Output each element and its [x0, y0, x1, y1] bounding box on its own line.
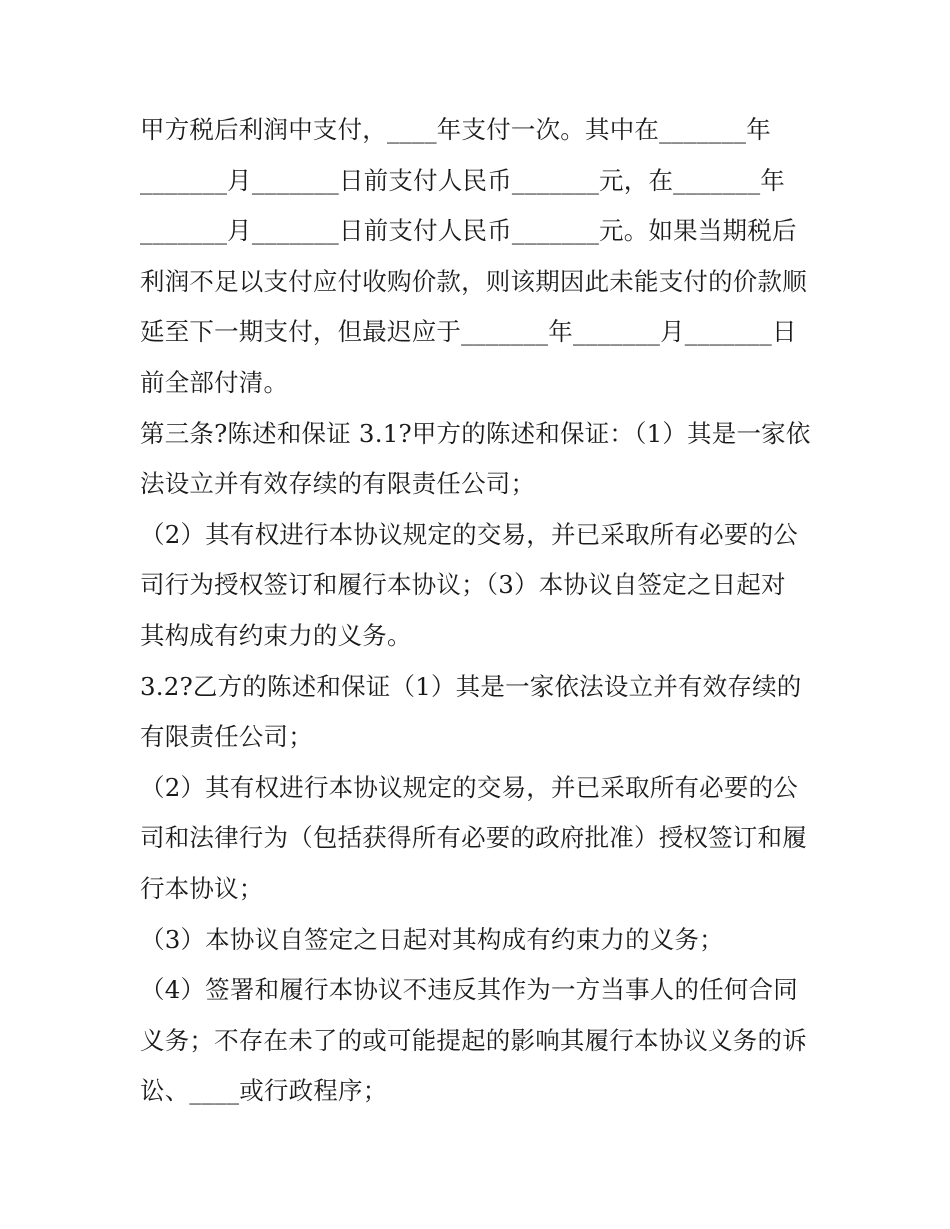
text-line: 行本协议； [140, 873, 264, 903]
text-line: （4）签署和履行本协议不违反其作为一方当事人的任何合同 [140, 975, 798, 1005]
section-heading-line: 3.2?乙方的陈述和保证（1）其是一家依法设立并有效存续的 [140, 671, 802, 701]
article-heading-line: 第三条?陈述和保证 3.1?甲方的陈述和保证：（1）其是一家依 [140, 418, 811, 448]
text-line: 甲方税后利润中支付，____年支付一次。其中在_______年 [140, 115, 771, 144]
text-line: 司和法律行为（包括获得所有必要的政府批准）授权签订和履 [140, 823, 807, 853]
text-line: 利润不足以支付应付收购价款，则该期因此未能支付的价款顺 [140, 266, 807, 296]
text-line: 有限责任公司； [140, 722, 313, 752]
text-line: （2）其有权进行本协议规定的交易，并已采取所有必要的公 [140, 772, 798, 802]
text-line: 司行为授权签订和履行本协议；（3）本协议自签定之日起对 [140, 570, 786, 600]
text-line: （2）其有权进行本协议规定的交易，并已采取所有必要的公 [140, 519, 798, 549]
text-line: 前全部付清。 [140, 367, 289, 397]
text-line: 法设立并有效存续的有限责任公司； [140, 469, 536, 499]
text-line: 延至下一期支付，但最迟应于_______年_______月_______日 [140, 317, 797, 347]
text-line: _______月_______日前支付人民币_______元。如果当期税后 [140, 216, 797, 246]
text-line: （3）本协议自签定之日起对其构成有约束力的义务； [140, 924, 724, 954]
text-line: 义务；不存在未了的或可能提起的影响其履行本协议义务的诉 [140, 1025, 807, 1055]
text-line: _______月_______日前支付人民币_______元，在_______年 [140, 165, 785, 195]
text-line: 讼、____或行政程序； [140, 1076, 388, 1106]
document-body [140, 105, 840, 1117]
text-line: 其构成有约束力的义务。 [140, 620, 412, 650]
